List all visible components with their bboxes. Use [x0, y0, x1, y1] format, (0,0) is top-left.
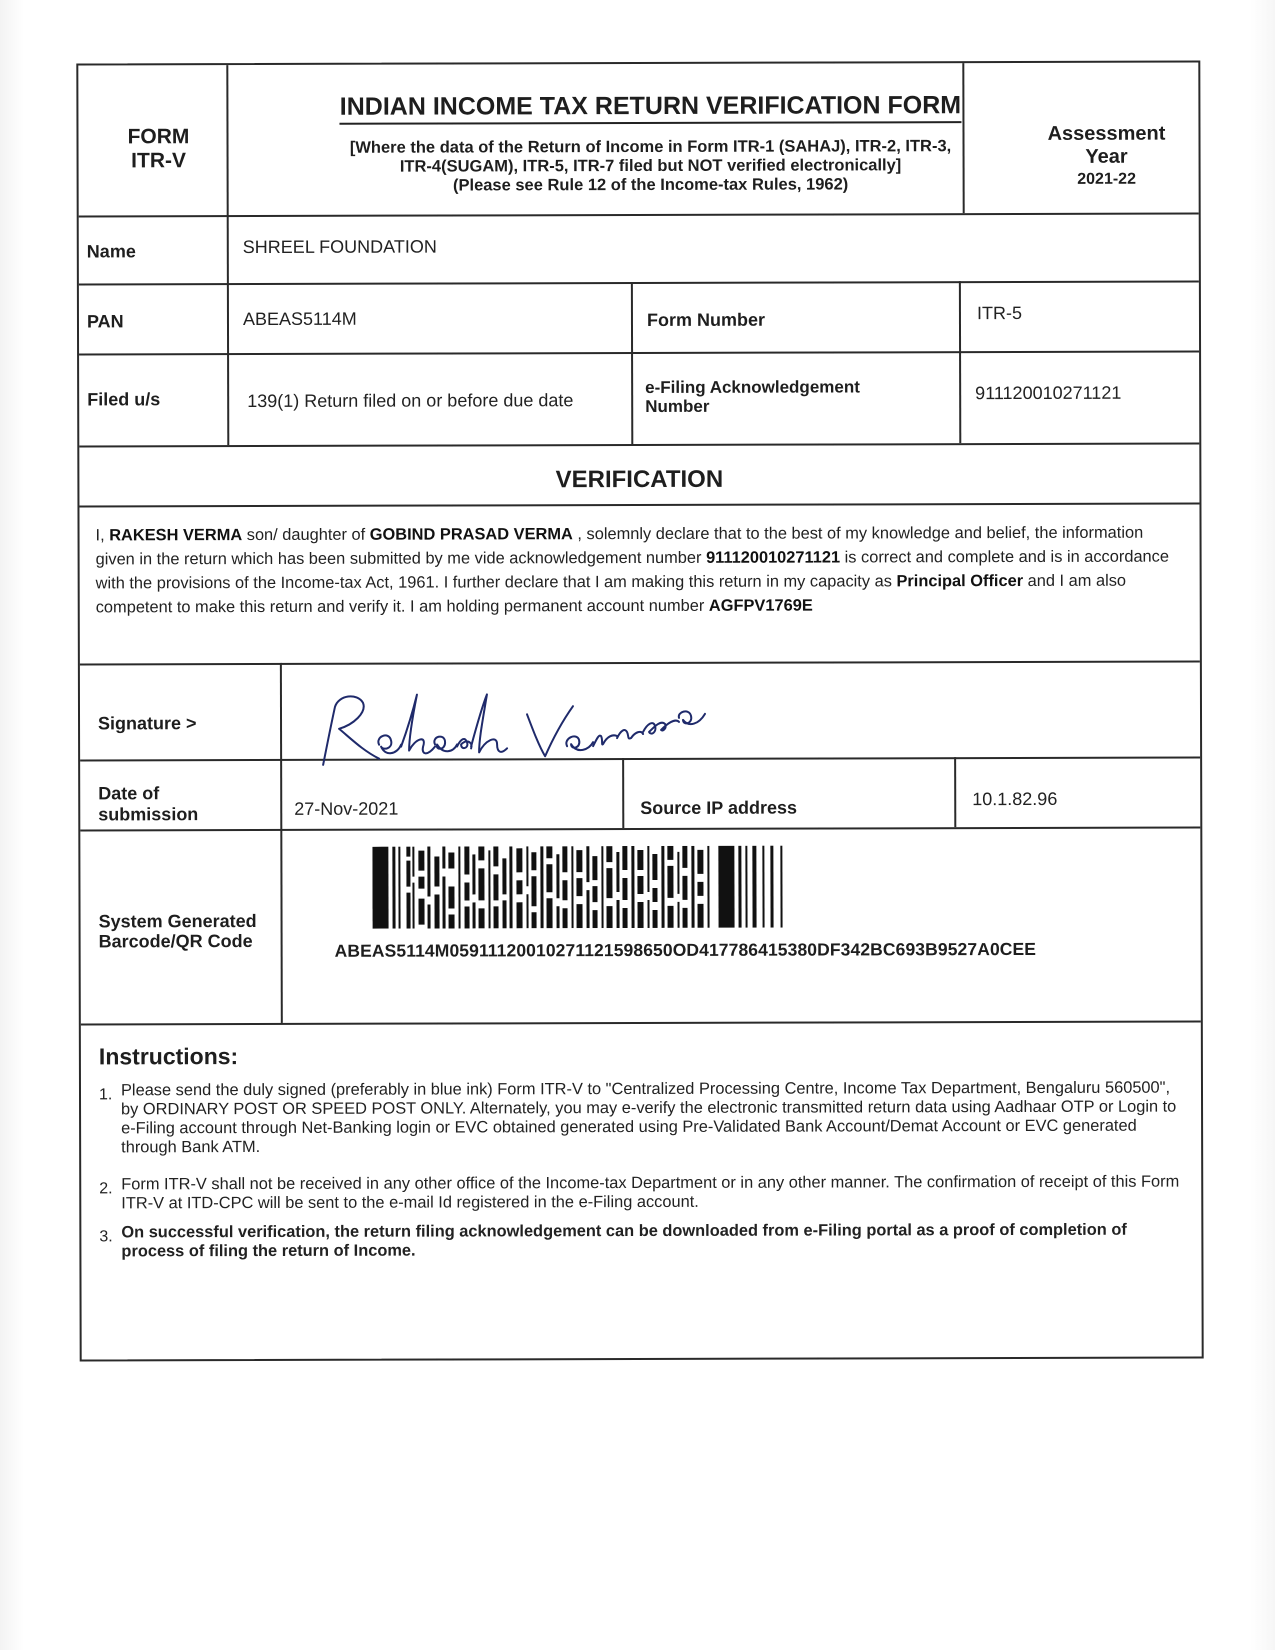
subtitle-line-2: ITR-4(SUGAM), ITR-5, ITR-7 filed but NOT verified electronically]: [399, 156, 902, 176]
instruction-number: 1.: [98, 1086, 113, 1104]
handwritten-signature: [305, 684, 765, 780]
pan-label: PAN: [86, 311, 124, 332]
decl-text-4: is correct and complete and is in accordance with the provisions of the Income-tax Act, 1961. I further declare that I am making this return in my capacity as: [95, 547, 1170, 593]
decl-text-3: , solemnly declare that to the best of my knowledge and belief, the information given in the return which has been submitted by me vide acknowledgement number: [95, 523, 1144, 569]
instruction-item-1: [99, 1079, 1179, 1158]
ack-label-line-1: e-Filing Acknowledgement: [645, 377, 860, 397]
ay-label-line-1: Assessment: [1047, 122, 1166, 145]
pan-value: ABEAS5114M: [242, 308, 357, 330]
form-title: [238, 91, 1062, 122]
decl-text-5: and I am also competent to make this return and verify it. I am holding permanent account number: [95, 571, 1127, 617]
decl-ack-number: 911120010271121: [706, 548, 841, 567]
rule-filed-bottom: [79, 443, 1199, 448]
date-label-line-1: Date of: [98, 783, 160, 804]
decl-text-1: I,: [95, 526, 110, 545]
rule-declaration-bottom: [80, 661, 1200, 666]
form-subtitle: [239, 137, 1063, 196]
barcode-label-line-2: Barcode/QR Code: [98, 931, 253, 952]
rule-lower-value-column: [954, 757, 956, 827]
declarant-name: RAKESH VERMA: [109, 526, 243, 545]
subtitle-line-3: (Please see Rule 12 of the Income-tax Rules, 1962): [452, 175, 849, 195]
barcode-label: [99, 911, 257, 951]
declarant-parent-name: GOBIND PRASAD VERMA: [369, 525, 573, 544]
source-ip-value: 10.1.82.96: [972, 788, 1058, 810]
rule-mid-column: [631, 282, 633, 444]
instructions-title: Instructions:: [98, 1043, 239, 1070]
form-number-label: Form Number: [646, 309, 766, 330]
rule-header-bottom: [79, 213, 1199, 218]
decl-text-2: son/ daughter of: [242, 525, 370, 545]
instruction-text: Please send the duly signed (preferably in blue ink) Form ITR-V to "Centralized Processing Centre, Income Tax Department, Bengaluru 560500", by ORDINARY POST OR SPEED POST ONLY. Alternately, you may e-verify the electronic transmitted return data using Aadhaar OTP or Login to e-Filing account through Net-Banking login or EVC obtained generated using Pre-Validated Bank Account/Demat Account or EVC generated through Bank ATM.: [120, 1078, 1177, 1157]
rule-pan-bottom: [79, 351, 1199, 356]
filed-us-value: 139(1) Return filed on or before due date: [247, 390, 574, 412]
ay-label-line-2: Year: [1085, 145, 1128, 168]
source-ip-label: Source IP address: [640, 797, 798, 818]
instruction-number: 2.: [99, 1180, 113, 1198]
instruction-text: On successful verification, the return filing acknowledgement can be downloaded from e-Filing portal as a proof of completion of process of filing the return of Income.: [121, 1220, 1127, 1261]
barcode-image: [372, 846, 792, 929]
signature-label: Signature >: [98, 713, 197, 734]
rule-barcode-bottom: [81, 1021, 1201, 1026]
rule-label-column: [226, 65, 229, 445]
declarant-capacity: Principal Officer: [896, 571, 1024, 591]
rule-lower-label-column: [280, 663, 283, 1023]
instruction-item-3: [99, 1221, 1179, 1262]
assessment-year-label: [1012, 123, 1200, 169]
submission-date-value: 27-Nov-2021: [294, 798, 399, 819]
form-number-value: ITR-5: [976, 302, 1022, 324]
rule-verification-heading-bottom: [79, 503, 1199, 508]
form-code-value: ITR-V: [131, 149, 186, 173]
itr-v-form: [76, 61, 1203, 1362]
ack-number-value: 911120010271121: [975, 382, 1122, 404]
barcode-code-text: ABEAS5114M05911120010271121598650OD417786415380DF342BC693B9527A0CEE: [334, 938, 1037, 961]
filed-us-label: Filed u/s: [87, 389, 161, 410]
subtitle-line-1: [Where the data of the Return of Income in Form ITR-1 (SAHAJ), ITR-2, ITR-3,: [349, 137, 952, 157]
name-value: SHREEL FOUNDATION: [242, 236, 437, 258]
date-label-line-2: submission: [98, 804, 199, 825]
form-title-text: INDIAN INCOME TAX RETURN VERIFICATION FORM: [340, 91, 961, 125]
rule-submission-bottom: [80, 827, 1200, 832]
form-code: [78, 125, 238, 173]
barcode-label-line-1: System Generated: [98, 911, 257, 932]
ack-number-label: [645, 377, 860, 416]
form-label: FORM: [127, 125, 190, 149]
rule-name-bottom: [79, 281, 1199, 286]
instruction-text: Form ITR-V shall not be received in any other office of the Income-tax Department or in any other manner. The confirmation of receipt of this Form ITR-V at ITD-CPC will be sent to the e-mail Id registered in the e-Filing account.: [121, 1172, 1180, 1213]
ack-label-line-2: Number: [645, 396, 710, 416]
assessment-year-value: 2021-22: [1077, 170, 1136, 188]
verification-heading: VERIFICATION: [555, 465, 724, 494]
verification-declaration: [96, 521, 1186, 620]
rule-value-column: [959, 281, 961, 443]
declarant-pan: AGFPV1769E: [708, 596, 813, 615]
submission-date-label: [98, 783, 198, 825]
instruction-number: 3.: [99, 1228, 113, 1246]
instruction-item-2: [99, 1173, 1179, 1214]
name-label: Name: [86, 241, 136, 262]
